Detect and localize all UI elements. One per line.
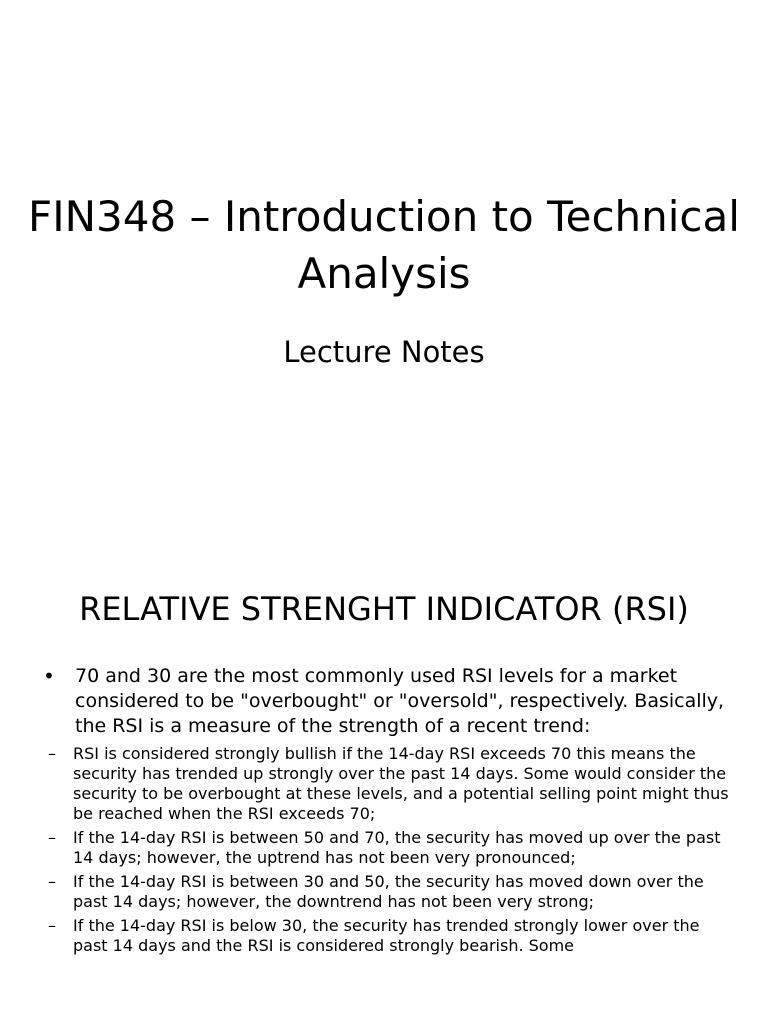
sub-item <box>40 916 730 956</box>
sub-list <box>40 744 730 956</box>
bullet-item <box>40 664 730 739</box>
sub-item <box>40 828 730 868</box>
sub-item-text: RSI is considered strongly bullish if the 14-day RSI exceeds 70 this means the security has trended up strongly over the past 14 days. Some would consider the security to be overbought at these levels, and a potential selling point might thus be reached when the RSI exceeds 70; <box>73 744 729 823</box>
section-title: RELATIVE STRENGHT INDICATOR (RSI) <box>79 590 689 628</box>
sub-marker: – <box>48 916 56 935</box>
bullet-text: 70 and 30 are the most commonly used RSI levels for a market considered to be "overbought" or "oversold", respectively. Basically, the RSI is a measure of the strength of a recent trend: <box>75 665 725 737</box>
sub-marker: – <box>48 744 56 763</box>
sub-item-text: If the 14-day RSI is between 30 and 50, the security has moved down over the past 14 days; however, the downtrend has not been very strong; <box>73 872 704 911</box>
sub-marker: – <box>48 828 56 847</box>
sub-item <box>40 744 730 824</box>
sub-item <box>40 872 730 912</box>
bullet-marker: • <box>43 664 55 688</box>
slide-subtitle: Lecture Notes <box>283 335 485 369</box>
sub-item-text: If the 14-day RSI is between 50 and 70, the security has moved up over the past 14 days; however, the uptrend has not been very pronounced; <box>73 828 721 867</box>
sub-item-text: If the 14-day RSI is below 30, the security has trended strongly lower over the past 14 days and the RSI is considered strongly bearish. Some <box>73 916 700 955</box>
slide-title: FIN348 – Introduction to Technical Analysis <box>28 192 740 298</box>
sub-marker: – <box>48 872 56 891</box>
bullet-list <box>40 664 730 960</box>
